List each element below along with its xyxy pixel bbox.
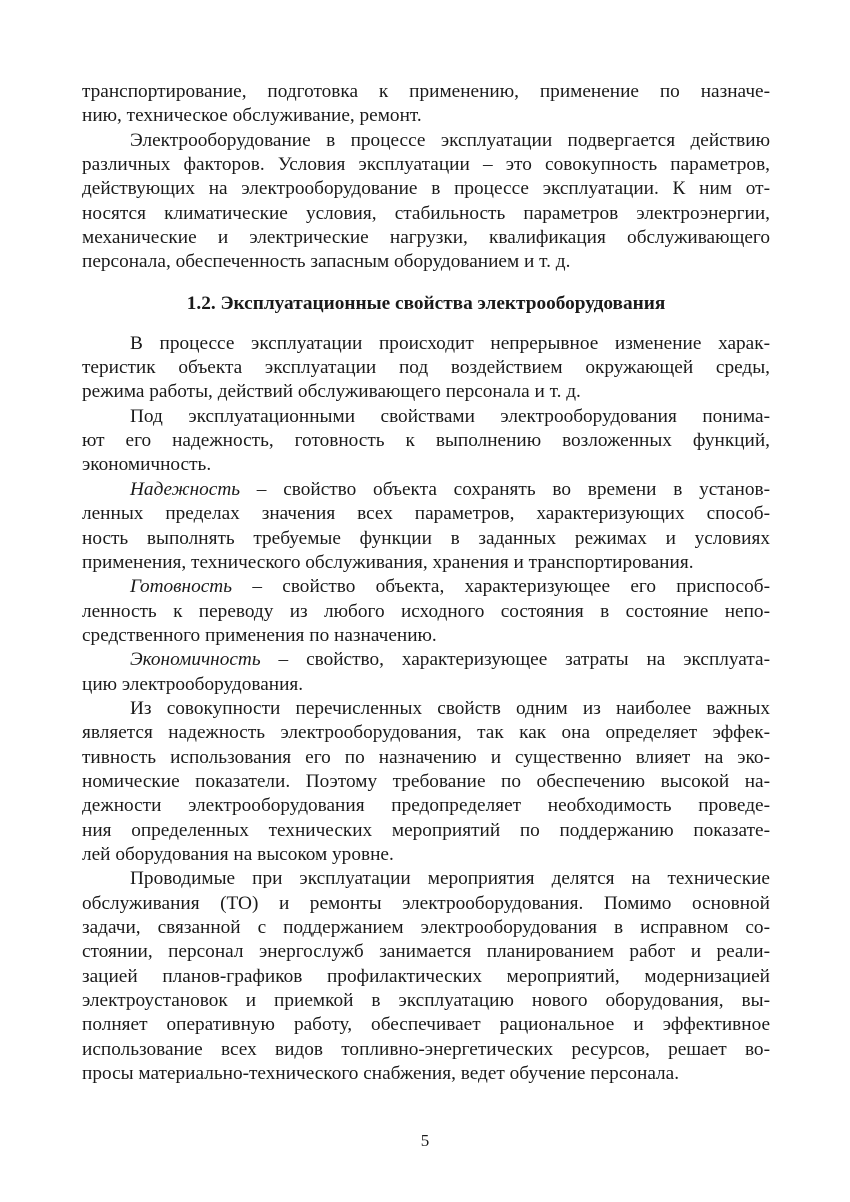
text-line: Проводимые при эксплуатации мероприятия делятся на технические — [130, 868, 770, 890]
text-line: является надежность электрооборудования, так как она определяет эффек- — [82, 722, 770, 744]
text-line: различных факторов. Условия эксплуатации – это совокупность параметров, — [82, 154, 770, 176]
text-line: теристик объекта эксплуатации под воздействием окружающей среды, — [82, 357, 770, 379]
text-line: нию, техническое обслуживание, ремонт. — [82, 105, 422, 127]
text-line: использование всех видов топливно-энергетических ресурсов, решает во- — [82, 1038, 770, 1060]
text-line: ют его надежность, готовность к выполнению возложенных функций, — [82, 430, 770, 452]
text-line: ленных пределах значения всех параметров, характеризующих способ- — [82, 503, 770, 525]
text-line: тивность использования его по назначению и существенно влияет на эко- — [82, 746, 770, 768]
text-line — [82, 478, 770, 502]
page-number: 5 — [420, 1131, 430, 1150]
text-line: электроустановок и приемкой в эксплуатацию нового оборудования, вы- — [82, 990, 770, 1012]
definition-text: – свойство объекта, характеризующее его приспособ- — [232, 576, 770, 598]
text-line: Из совокупности перечисленных свойств одним из наиболее важных — [130, 697, 770, 719]
section-heading: 1.2. Эксплуатационные свойства электрооборудования — [186, 292, 666, 314]
text-line: полняет оперативную работу, обеспечивает рациональное и эффективное — [82, 1014, 770, 1036]
text-line: зацией планов-графиков профилактических мероприятий, модернизацией — [82, 965, 770, 987]
text-line: номические показатели. Поэтому требование по обеспечению высокой на- — [82, 770, 770, 792]
text-line: обслуживания (ТО) и ремонты электрооборудования. Помимо основной — [82, 892, 770, 914]
text-line: транспортирование, подготовка к применению, применение по назначе- — [82, 81, 770, 102]
paragraph-process-changes — [82, 332, 770, 405]
definition-text: – свойство объекта сохранять во времени в установ- — [240, 478, 770, 500]
text-line: носятся климатические условия, стабильность параметров электроэнергии, — [82, 202, 770, 224]
text-line: Под эксплуатационными свойствами электрооборудования понима- — [130, 405, 770, 427]
text-line: применения, технического обслуживания, хранения и транспортирования. — [82, 551, 694, 573]
term-economy: Экономичность — [130, 649, 261, 671]
text-line: В процессе эксплуатации происходит непрерывное изменение харак- — [130, 332, 770, 354]
paragraph-reliability-importance — [82, 697, 770, 867]
text-line: механические и электрические нагрузки, квалификация обслуживающего — [82, 227, 770, 249]
definition-text: – свойство, характеризующее затраты на эксплуата- — [260, 649, 770, 671]
text-line: просы материально-технического снабжения, ведет обучение персонала. — [82, 1063, 680, 1085]
paragraph-maintenance-activities — [82, 867, 770, 1086]
text-line — [82, 575, 770, 599]
text-line: цию электрооборудования. — [82, 673, 304, 695]
text-line: экономичность. — [82, 454, 212, 476]
paragraph-intro-continuation — [82, 80, 770, 129]
paragraph-operating-conditions — [82, 129, 770, 275]
term-reliability: Надежность — [130, 478, 241, 500]
text-line: лей оборудования на высоком уровне. — [82, 843, 394, 865]
paragraph-economy — [82, 648, 770, 697]
paragraph-readiness — [82, 575, 770, 648]
text-line: стоянии, персонал энергослужб занимается планированием работ и реали- — [82, 941, 770, 963]
term-readiness: Готовность — [130, 576, 233, 598]
text-line: ность выполнять требуемые функции в заданных режимах и условиях — [82, 527, 770, 549]
text-line: действующих на электрооборудование в процессе эксплуатации. К ним от- — [82, 178, 770, 200]
text-line: средственного применения по назначению. — [82, 624, 437, 646]
paragraph-properties-definition — [82, 405, 770, 478]
text-line: задачи, связанной с поддержанием электрооборудования в исправном со- — [82, 917, 770, 938]
text-line — [82, 648, 770, 672]
text-line: персонала, обеспеченность запасным оборудованием и т. д. — [82, 251, 571, 273]
text-line: дежности электрооборудования предопределяет необходимость проведе- — [82, 795, 770, 817]
paragraph-reliability — [82, 478, 770, 575]
text-line: ния определенных технических мероприятий по поддержанию показате- — [82, 819, 770, 841]
text-line: ленность к переводу из любого исходного состояния в состояние непо- — [82, 600, 770, 622]
page-body — [82, 80, 770, 1086]
text-line: Электрооборудование в процессе эксплуатации подвергается действию — [130, 129, 770, 151]
text-line: режима работы, действий обслуживающего персонала и т. д. — [82, 381, 581, 403]
